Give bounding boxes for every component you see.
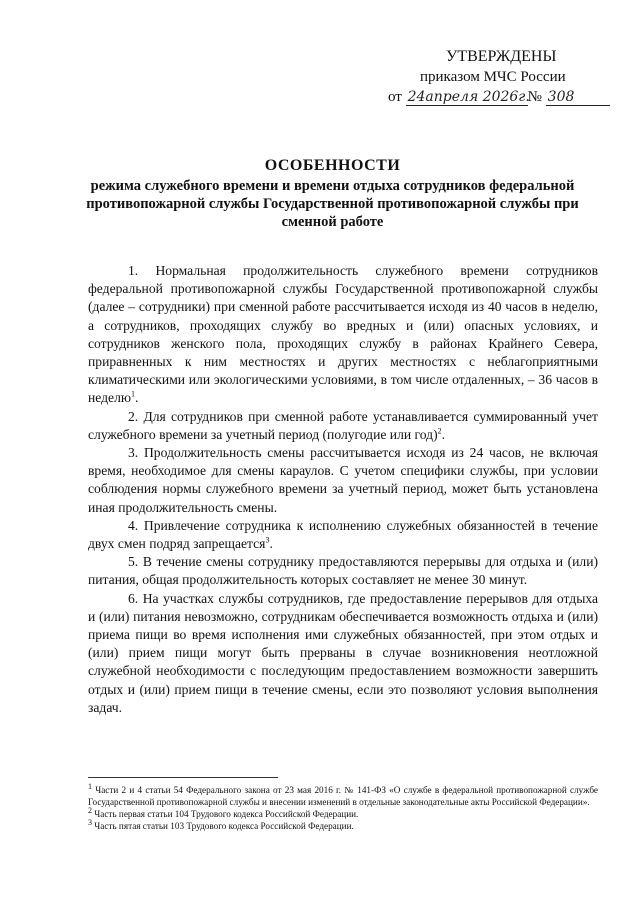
paragraph-text: 1. Нормальная продолжительность служебного времени сотрудников федеральной противопожарной службы Государственной противопожарной службы (далее – сотрудники) при сменной работе рассчитывается исходя из 40 часов в неделю, а сотрудников, проходящих службу во вредных и (или) опасных условиях, и сотрудников женского пола, проходящих службу в районах Крайнего Севера, приравненных к ним местностях и других местностях с неблагоприятными климатическими или экологическими условиями, в том числе отдаленных, – 36 часов в неделю <box>88 263 598 406</box>
footnote-ref: 2 <box>437 426 442 436</box>
footnote-text: Части 2 и 4 статьи 54 Федерального закона от 23 мая 2016 г. № 141-ФЗ «О службе в федеральной противопожарной службе Государственной противопожарной службы и внесении изменений в отдельные законодательные акты Российской Федерации». <box>88 785 598 807</box>
handwritten-number: 308 <box>546 89 610 106</box>
footnote-3 <box>88 817 598 832</box>
footnote-2 <box>88 805 598 820</box>
footnote-mark: 2 <box>88 805 92 815</box>
footnote-mark: 1 <box>88 781 92 791</box>
number-label: № <box>527 89 542 105</box>
approval-title: УТВЕРЖДЕНЫ <box>446 48 557 65</box>
from-label: от <box>388 89 402 105</box>
paragraph-6 <box>88 590 598 717</box>
paragraph-text: 5. В течение смены сотруднику предоставляются перерывы для отдыха и (или) питания, общая продолжительность которых составляет не менее 30 минут. <box>88 554 598 588</box>
paragraph-text: 6. На участках службы сотрудников, где предоставление перерывов для отдыха и (или) питания невозможно, сотрудникам обеспечивается возможность отдыха и (или) приема пищи во время исполнения ими служебных обязанностей, при этом отдых и (или) прием пищи могут быть прерваны в случае возникновения неотложной служебной необходимости с последующим предоставлением возможности завершить отдых и (или) прием пищи в течение смены, если это позволяют условия выполнения задач. <box>88 590 598 715</box>
footnote-text: Часть первая статьи 104 Трудового кодекса Российской Федерации. <box>94 809 359 819</box>
title-subtitle: режима служебного времени и времени отдыха сотрудников федеральной противопожарной службы Государственной противопожарной службы при сменной работе <box>86 178 579 230</box>
paragraph-text: 3. Продолжительность смены рассчитывается исходя из 24 часов, не включая время, необходимое для смены караулов. С учетом специфики службы, при условии соблюдения нормы служебного времени за учетный период, может быть установлена иная продолжительность смены. <box>88 445 598 515</box>
approval-block <box>388 47 608 107</box>
footnote-ref: 3 <box>265 535 270 545</box>
paragraph-5 <box>88 553 598 589</box>
paragraph-1: 1. Нормальная продолжительность служебного времени сотрудников федеральной противопожарной службы Государственной противопожарной службы (далее – сотрудники) при сменной работе рассчитывается исходя из 40 часов в неделю, а сотрудников, проходящих службу во вредных и (или) опасных условиях, и сотрудников женского пола, проходящих службу в районах Крайнего Севера, приравненных к ним местностях и других местностях с неблагоприятными климатическими или экологическими условиями, в том числе отдаленных, – 36 часов в неделю$^1$. <box>88 263 598 406</box>
paragraph-3 <box>88 444 598 517</box>
approval-order: приказом МЧС России <box>420 69 566 85</box>
footnote-text: Часть пятая статьи 103 Трудового кодекса Российской Федерации. <box>94 821 354 831</box>
footnote-1 <box>88 781 598 808</box>
approval-date-line <box>388 87 608 107</box>
paragraph-text: 4. Привлечение сотрудника к исполнению служебных обязанностей в течение двух смен подряд запрещается <box>88 517 598 552</box>
paragraph-2: 2. Для сотрудников при сменной работе устанавливается суммированный учет служебного времени за учетный период (полугодие или год)$^2$. <box>88 408 598 442</box>
handwritten-date: 24апреля 2026г. <box>407 89 530 105</box>
footnote-mark: 3 <box>88 817 92 827</box>
paragraph-4: 4. Привлечение сотрудника к исполнению служебных обязанностей в течение двух смен подряд запрещается$^3$. <box>88 517 598 552</box>
document-body <box>88 262 598 717</box>
footnote-ref: 1 <box>131 389 136 399</box>
title-main: ОСОБЕННОСТИ <box>264 157 401 174</box>
footnote-divider <box>88 777 278 778</box>
document-title <box>60 155 605 231</box>
footnotes <box>88 781 598 832</box>
paragraph-text: 2. Для сотрудников при сменной работе устанавливается суммированный учет служебного времени за учетный период (полугодие или год) <box>88 408 598 442</box>
